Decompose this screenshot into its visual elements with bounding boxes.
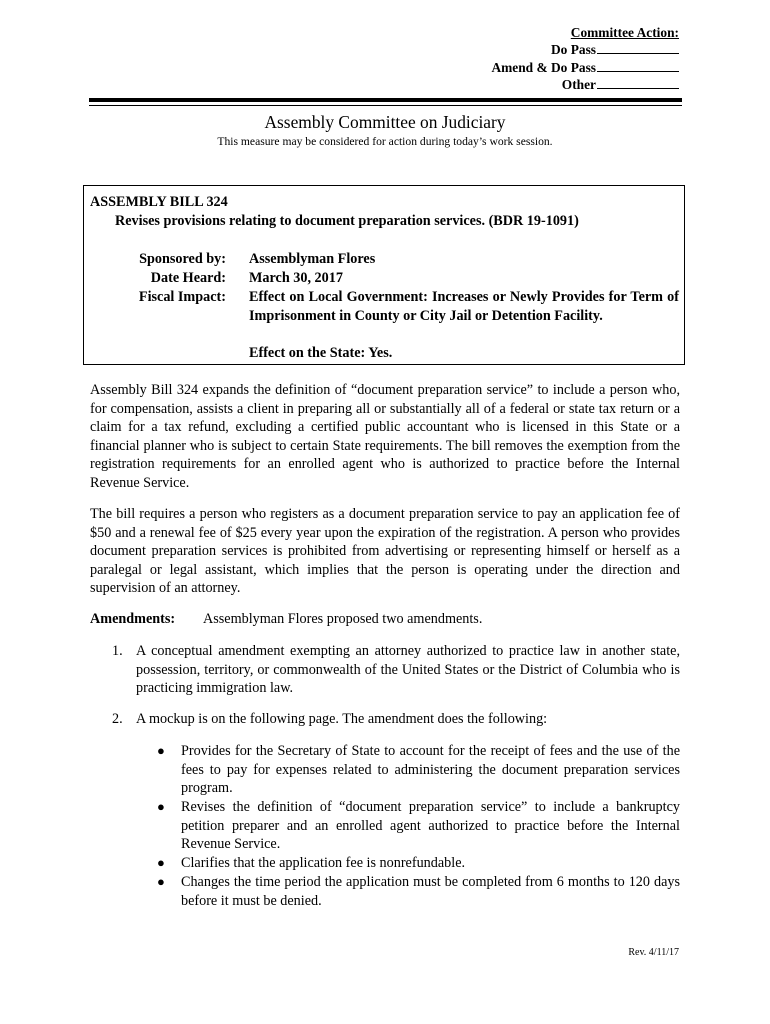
amend-do-pass-label: Amend & Do Pass xyxy=(491,59,596,75)
bullet-icon: ● xyxy=(157,743,165,758)
list-item-text: A mockup is on the following page. The amendment does the following: xyxy=(136,711,548,727)
sponsored-by-label: Sponsored by: xyxy=(139,251,226,267)
revision-date: Rev. 4/11/17 xyxy=(628,947,679,958)
list-item-number: 2. xyxy=(112,711,123,727)
amendments-intro: Assemblyman Flores proposed two amendments. xyxy=(203,611,483,627)
amendments-label: Amendments: xyxy=(90,611,176,627)
bullet-icon: ● xyxy=(157,874,165,889)
amendments-heading xyxy=(90,610,483,629)
fee-paragraph: The bill requires a person who registers as a document preparation service to pay an application fee of $50 and a renewal fee of $25 every year upon the expiration of the registration. A person who provides document preparation services is prohibited from advertising or representing himself or herself as a paralegal or legal assistant, which implies that the person is operating under the direction and supervision of an attorney. xyxy=(90,506,680,597)
bullet-text: Changes the time period the application must be completed from 6 months to 120 days before it must be denied. xyxy=(181,874,680,909)
committee-name: Assembly Committee on Judiciary xyxy=(264,112,506,132)
bullet-icon: ● xyxy=(157,855,165,870)
session-note: This measure may be considered for action during today’s work session. xyxy=(217,135,553,148)
bill-summary-box xyxy=(83,185,685,365)
header-divider-thick xyxy=(89,98,682,102)
header-divider-thin xyxy=(89,105,682,106)
do-pass-row xyxy=(491,41,679,58)
list-item-text: A conceptual amendment exempting an attorney authorized to practice law in another state, possession, territory, or commonwealth of the United States or the District of Columbia who is practicing immigration law. xyxy=(136,643,680,697)
bullet-text: Provides for the Secretary of State to account for the receipt of fees and the use of the fees to pay for expenses related to administering the document preparation services program. xyxy=(181,743,680,797)
list-item-number: 1. xyxy=(112,643,123,659)
amend-do-pass-row xyxy=(491,59,679,76)
sponsored-by-value: Assemblyman Flores xyxy=(249,251,376,267)
other-blank xyxy=(597,76,679,89)
bullet-text: Clarifies that the application fee is nonrefundable. xyxy=(181,855,466,871)
committee-action-title: Committee Action: xyxy=(570,25,679,40)
bullet-icon: ● xyxy=(157,799,165,814)
fiscal-impact-local: Effect on Local Government: Increases or Newly Provides for Term of Imprisonment in County or City Jail or Detention Facility. xyxy=(249,289,679,324)
committee-action-block xyxy=(491,24,679,94)
do-pass-label: Do Pass xyxy=(550,42,596,58)
bullet-text: Revises the definition of “document preparation service” to include a bankruptcy petition preparer and an enrolled agent authorized to practice before the Internal Revenue Service. xyxy=(181,799,680,853)
do-pass-blank xyxy=(597,41,679,54)
other-row xyxy=(491,76,679,93)
date-heard-value: March 30, 2017 xyxy=(249,270,343,286)
amend-do-pass-blank xyxy=(597,59,679,72)
bill-number: ASSEMBLY BILL 324 xyxy=(90,194,228,210)
fiscal-impact-state: Effect on the State: Yes. xyxy=(249,345,393,361)
fiscal-impact-label: Fiscal Impact: xyxy=(138,289,226,305)
bill-title: Revises provisions relating to document preparation services. (BDR 19-1091) xyxy=(115,213,579,229)
summary-paragraph: Assembly Bill 324 expands the definition of “document preparation service” to include a person who, for compensation, assists a client in preparing all or substantially all of a federal or state tax return or a claim for a tax refund, excluding a certified public accountant who is licensed in this State or a financial planner who is subject to certain State requirements. The bill removes the exemption from the registration requirements for an enrolled agent who is authorized to practice before the Internal Revenue Service. xyxy=(90,382,680,491)
other-label: Other xyxy=(561,77,596,93)
date-heard-label: Date Heard: xyxy=(150,270,226,286)
